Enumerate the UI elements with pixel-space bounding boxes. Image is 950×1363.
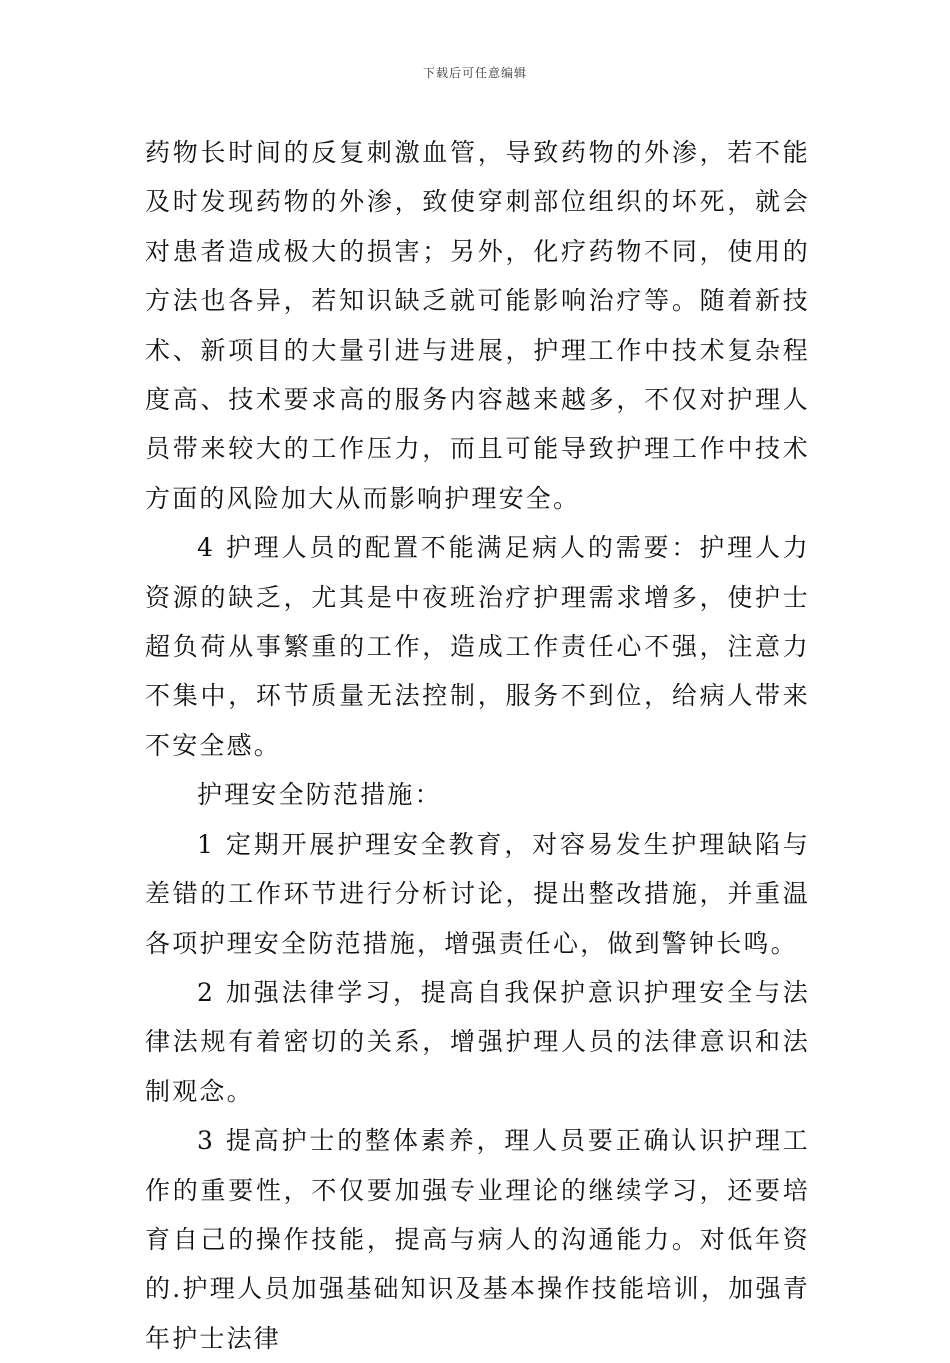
paragraph: 2 加强法律学习，提高自我保护意识护理安全与法律法规有着密切的关系，增强护理人员的法律意识和法制观念。	[145, 977, 810, 1106]
page-header: 下载后可任意编辑	[422, 66, 527, 80]
document-body	[145, 128, 810, 1363]
paragraph: 药物长时间的反复刺激血管，导致药物的外渗，若不能及时发现药物的外渗，致使穿刺部位组织的坏死，就会对患者造成极大的损害；另外，化疗药物不同，使用的方法也各异，若知识缺乏就可能影响治疗等。随着新技术、新项目的大量引进与进展，护理工作中技术复杂程度高、技术要求高的服务内容越来越多，不仅对护理人员带来较大的工作压力，而且可能导致护理工作中技术方面的风险加大从而影响护理安全。	[145, 138, 810, 513]
paragraph: 4 护理人员的配置不能满足病人的需要：护理人力资源的缺乏，尤其是中夜班治疗护理需求增多，使护士超负荷从事繁重的工作，造成工作责任心不强，注意力不集中，环节质量无法控制，服务不到位，给病人带来不安全感。	[145, 533, 810, 760]
paragraph: 1 定期开展护理安全教育，对容易发生护理缺陷与差错的工作环节进行分析讨论，提出整改措施，并重温各项护理安全防范措施，增强责任心，做到警钟长鸣。	[145, 829, 810, 958]
section-heading: 护理安全防范措施：	[197, 780, 442, 810]
paragraph: 3 提高护士的整体素养，理人员要正确认识护理工作的重要性，不仅要加强专业理论的继续学习，还要培育自己的操作技能，提高与病人的沟通能力。对低年资的.护理人员加强基础知识及基本操作技能培训，加强青年护士法律	[145, 1126, 810, 1353]
